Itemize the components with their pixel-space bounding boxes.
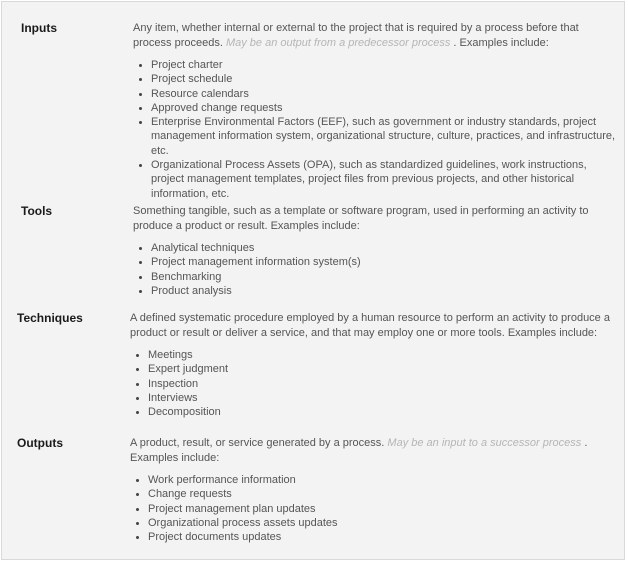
list-item: • Decomposition xyxy=(148,405,619,419)
description xyxy=(133,21,619,51)
list-item: • Organizational process assets updates xyxy=(148,516,600,530)
list-item: • Enterprise Environmental Factors (EEF), such as government or industry standards, project management information system, organizational structure, culture, practices, and infrastructure, etc. xyxy=(151,115,619,158)
examples-list xyxy=(130,473,600,544)
term-techniques: Techniques xyxy=(17,311,83,325)
list-item: • Analytical techniques xyxy=(151,241,619,255)
description-text: Any item, whether internal or external to the project that is required by a process before that process proceeds. xyxy=(133,22,579,49)
list-item: • Expert judgment xyxy=(148,362,619,376)
list-item: • Project schedule xyxy=(151,72,619,86)
examples-label: . Examples include: xyxy=(130,437,588,464)
examples-list xyxy=(130,348,619,419)
description-text: A product, result, or service generated by a process. xyxy=(130,437,385,449)
examples-list xyxy=(133,58,619,201)
list-item: • Project management information system(s) xyxy=(151,255,619,269)
list-item: • Interviews xyxy=(148,391,619,405)
examples-label: . Examples include: xyxy=(453,37,549,49)
list-item: • Project documents updates xyxy=(148,530,600,544)
definition-outputs xyxy=(130,436,600,544)
description-text: Something tangible, such as a template or software program, used in performing an activity to produce a product or result. Examples include: xyxy=(133,205,589,232)
list-item: • Inspection xyxy=(148,377,619,391)
list-item: • Approved change requests xyxy=(151,101,619,115)
list-item: • Organizational Process Assets (OPA), such as standardized guidelines, work instructions, project management templates, project files from previous projects, and other historical information, etc. xyxy=(151,158,619,201)
term-outputs: Outputs xyxy=(17,436,63,450)
hint-text: May be an input to a successor process xyxy=(387,437,582,449)
description-text: A defined systematic procedure employed by a human resource to perform an activity to produce a product or result or deliver a service, and that may employ one or more tools. Examples include: xyxy=(130,312,610,339)
term-tools: Tools xyxy=(21,204,53,218)
term-inputs: Inputs xyxy=(21,21,57,35)
list-item: • Resource calendars xyxy=(151,87,619,101)
list-item: • Product analysis xyxy=(151,284,619,298)
list-item: • Change requests xyxy=(148,487,600,501)
definition-techniques xyxy=(130,311,619,419)
list-item: • Benchmarking xyxy=(151,270,619,284)
definition-tools xyxy=(133,204,619,298)
list-item: • Meetings xyxy=(148,348,619,362)
examples-list xyxy=(133,241,619,298)
description xyxy=(130,436,600,466)
definition-inputs xyxy=(133,21,619,201)
list-item: • Project management plan updates xyxy=(148,502,600,516)
hint-text: May be an output from a predecessor process xyxy=(225,37,451,49)
itto-definitions-panel xyxy=(1,1,625,560)
list-item: • Project charter xyxy=(151,58,619,72)
list-item: • Work performance information xyxy=(148,473,600,487)
